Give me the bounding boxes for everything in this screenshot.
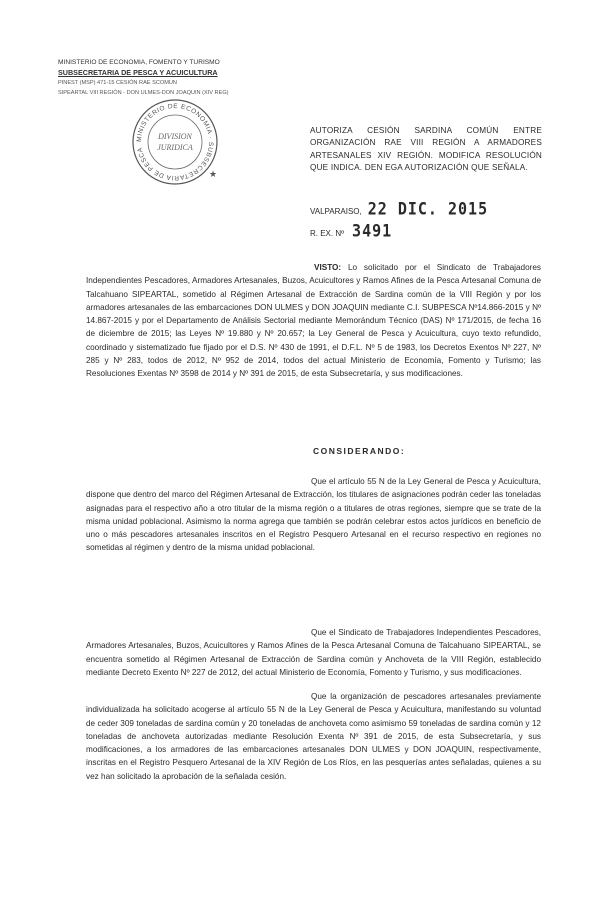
visto-text: Lo solicitado por el Sindicato de Trabajadores Independientes Pescadores, Armadores Artesanales, Buzos, Acuicultores y Ramos Afines de la Pesca Artesanal Comuna de Talcahuano SIPEARTAL, sometido al Régimen Artesanal de Extracción de Sardina común de la VIII Región y por los armadores artesanales de las embarcaciones DON ULMES y DON JOAQUIN mediante C.I. SUBPESCA Nº14.866-2015 y Nº 14.867-2015 y por el Departamento de Análisis Sectorial mediante Memorándum Técnico (DAS) Nº 171/2015, de fecha 16 de diciembre de 2015; las Leyes Nº 19.880 y Nº 20.657; la Ley General de Pesca y Acuicultura, cuyo texto refundido, coordinado y sistematizado fue fijado por el D.S. Nº 430 de 1991, el D.F.L. Nº 5 de 1983, los Decretos Exentos Nº 227, Nº 285 y Nº 283, todos de 2012, Nº 952 de 2014, todos del actual Ministerio de Economía, Fomento y Turismo; las Resoluciones Exentas Nº 3598 de 2014 y Nº 391 de 2015, de esta Subsecretaría, y sus modificaciones. <box>86 263 541 379</box>
visto-label: VISTO: <box>314 263 342 272</box>
considerando-paragraph-3: Que la organización de pescadores artesanales previamente individualizada ha solicitado acogerse al artículo 55 N de la Ley General de Pesca y Acuicultura, manifestando su voluntad de ceder 309 toneladas de sardina común y 20 toneladas de anchoveta como asimismo 59 toneladas de sardina común y 12 toneladas de anchoveta autorizadas mediante Resolución Exenta Nº 391 de 2015, de esta Subsecretaría, y sus modificaciones, a los armadores de las embarcaciones artesanales DON ULMES y DON JOAQUIN, respectivamente, inscritas en el Registro Pesquero Artesanal de la XIV Región de Los Ríos, en las pesquerías antes señaladas, quienes a su vez han solicitado la aprobación de la señalada cesión. <box>86 692 541 781</box>
place-label: VALPARAISO, <box>310 207 362 216</box>
seal-ring-text: MINISTERIO DE ECONOMIA · SUBSECRETARIA DE PESCA <box>135 102 215 182</box>
resolution-number <box>310 222 392 240</box>
document-header <box>58 58 229 98</box>
resolution-title: AUTORIZA CESIÓN SARDINA COMÚN ENTRE ORGANIZACIÓN RAE VIII REGIÓN A ARMADORES ARTESANALES XIV REGIÓN. MODIFICA RESOLUCIÓN QUE INDICA. DEN EGA AUTORIZACIÓN QUE SEÑALA. <box>310 126 542 173</box>
exn-number: 3491 <box>352 220 393 242</box>
ministry-name: MINISTERIO DE ECONOMIA, FOMENTO Y TURISMO <box>58 59 220 66</box>
official-seal-stamp <box>130 97 220 187</box>
seal-star-icon: ★ <box>209 169 218 179</box>
date-stamp: 22 DIC. 2015 <box>367 198 489 220</box>
visto-paragraph <box>86 261 541 381</box>
seal-center-line2: JURIDICA <box>157 143 193 152</box>
exn-label: R. EX. Nº <box>310 229 345 238</box>
subsecretaria-name: SUBSECRETARIA DE PESCA Y ACUICULTURA <box>58 68 218 77</box>
reference-line-2: SIPEARTAL VIII REGIÓN - DON ULMES-DON JOAQUIN (XIV REG) <box>58 90 229 96</box>
reference-line-1: PINEST (MSP) 471-15 CESIÓN RAE SCOMUN <box>58 80 177 86</box>
considerando-paragraph-1: Que el artículo 55 N de la Ley General de Pesca y Acuicultura, dispone que dentro del marco del Régimen Artesanal de Extracción, los titulares de asignaciones podrán ceder las toneladas asignadas para el respectivo año a otro titular de la misma región o a titulares de otras regiones, siempre que se trate de la misma unidad poblacional. Asimismo la norma agrega que también se podrán celebrar estos actos jurídicos en beneficio de uno o más pescadores artesanales inscritos en el Registro Pesquero Artesanal en el recurso respectivo en regiones no sometidas al régimen y dentro de la misma unidad poblacional. <box>86 477 541 553</box>
considerando-heading: CONSIDERANDO: <box>313 446 406 456</box>
place-date <box>310 200 488 218</box>
considerando-paragraph-2: Que el Sindicato de Trabajadores Independientes Pescadores, Armadores Artesanales, Buzos, Acuicultores y Ramos Afines de la Pesca Artesanal Comuna de Talcahuano SIPEARTAL, se encuentra sometido al Régimen Artesanal de Extracción de Sardina común y Anchoveta de la VIII Región, establecido mediante Decreto Exento Nº 227 de 2012, del actual Ministerio de Economía, Fomento y Turismo, y sus modificaciones. <box>86 628 541 677</box>
seal-center-line1: DIVISION <box>158 132 192 141</box>
